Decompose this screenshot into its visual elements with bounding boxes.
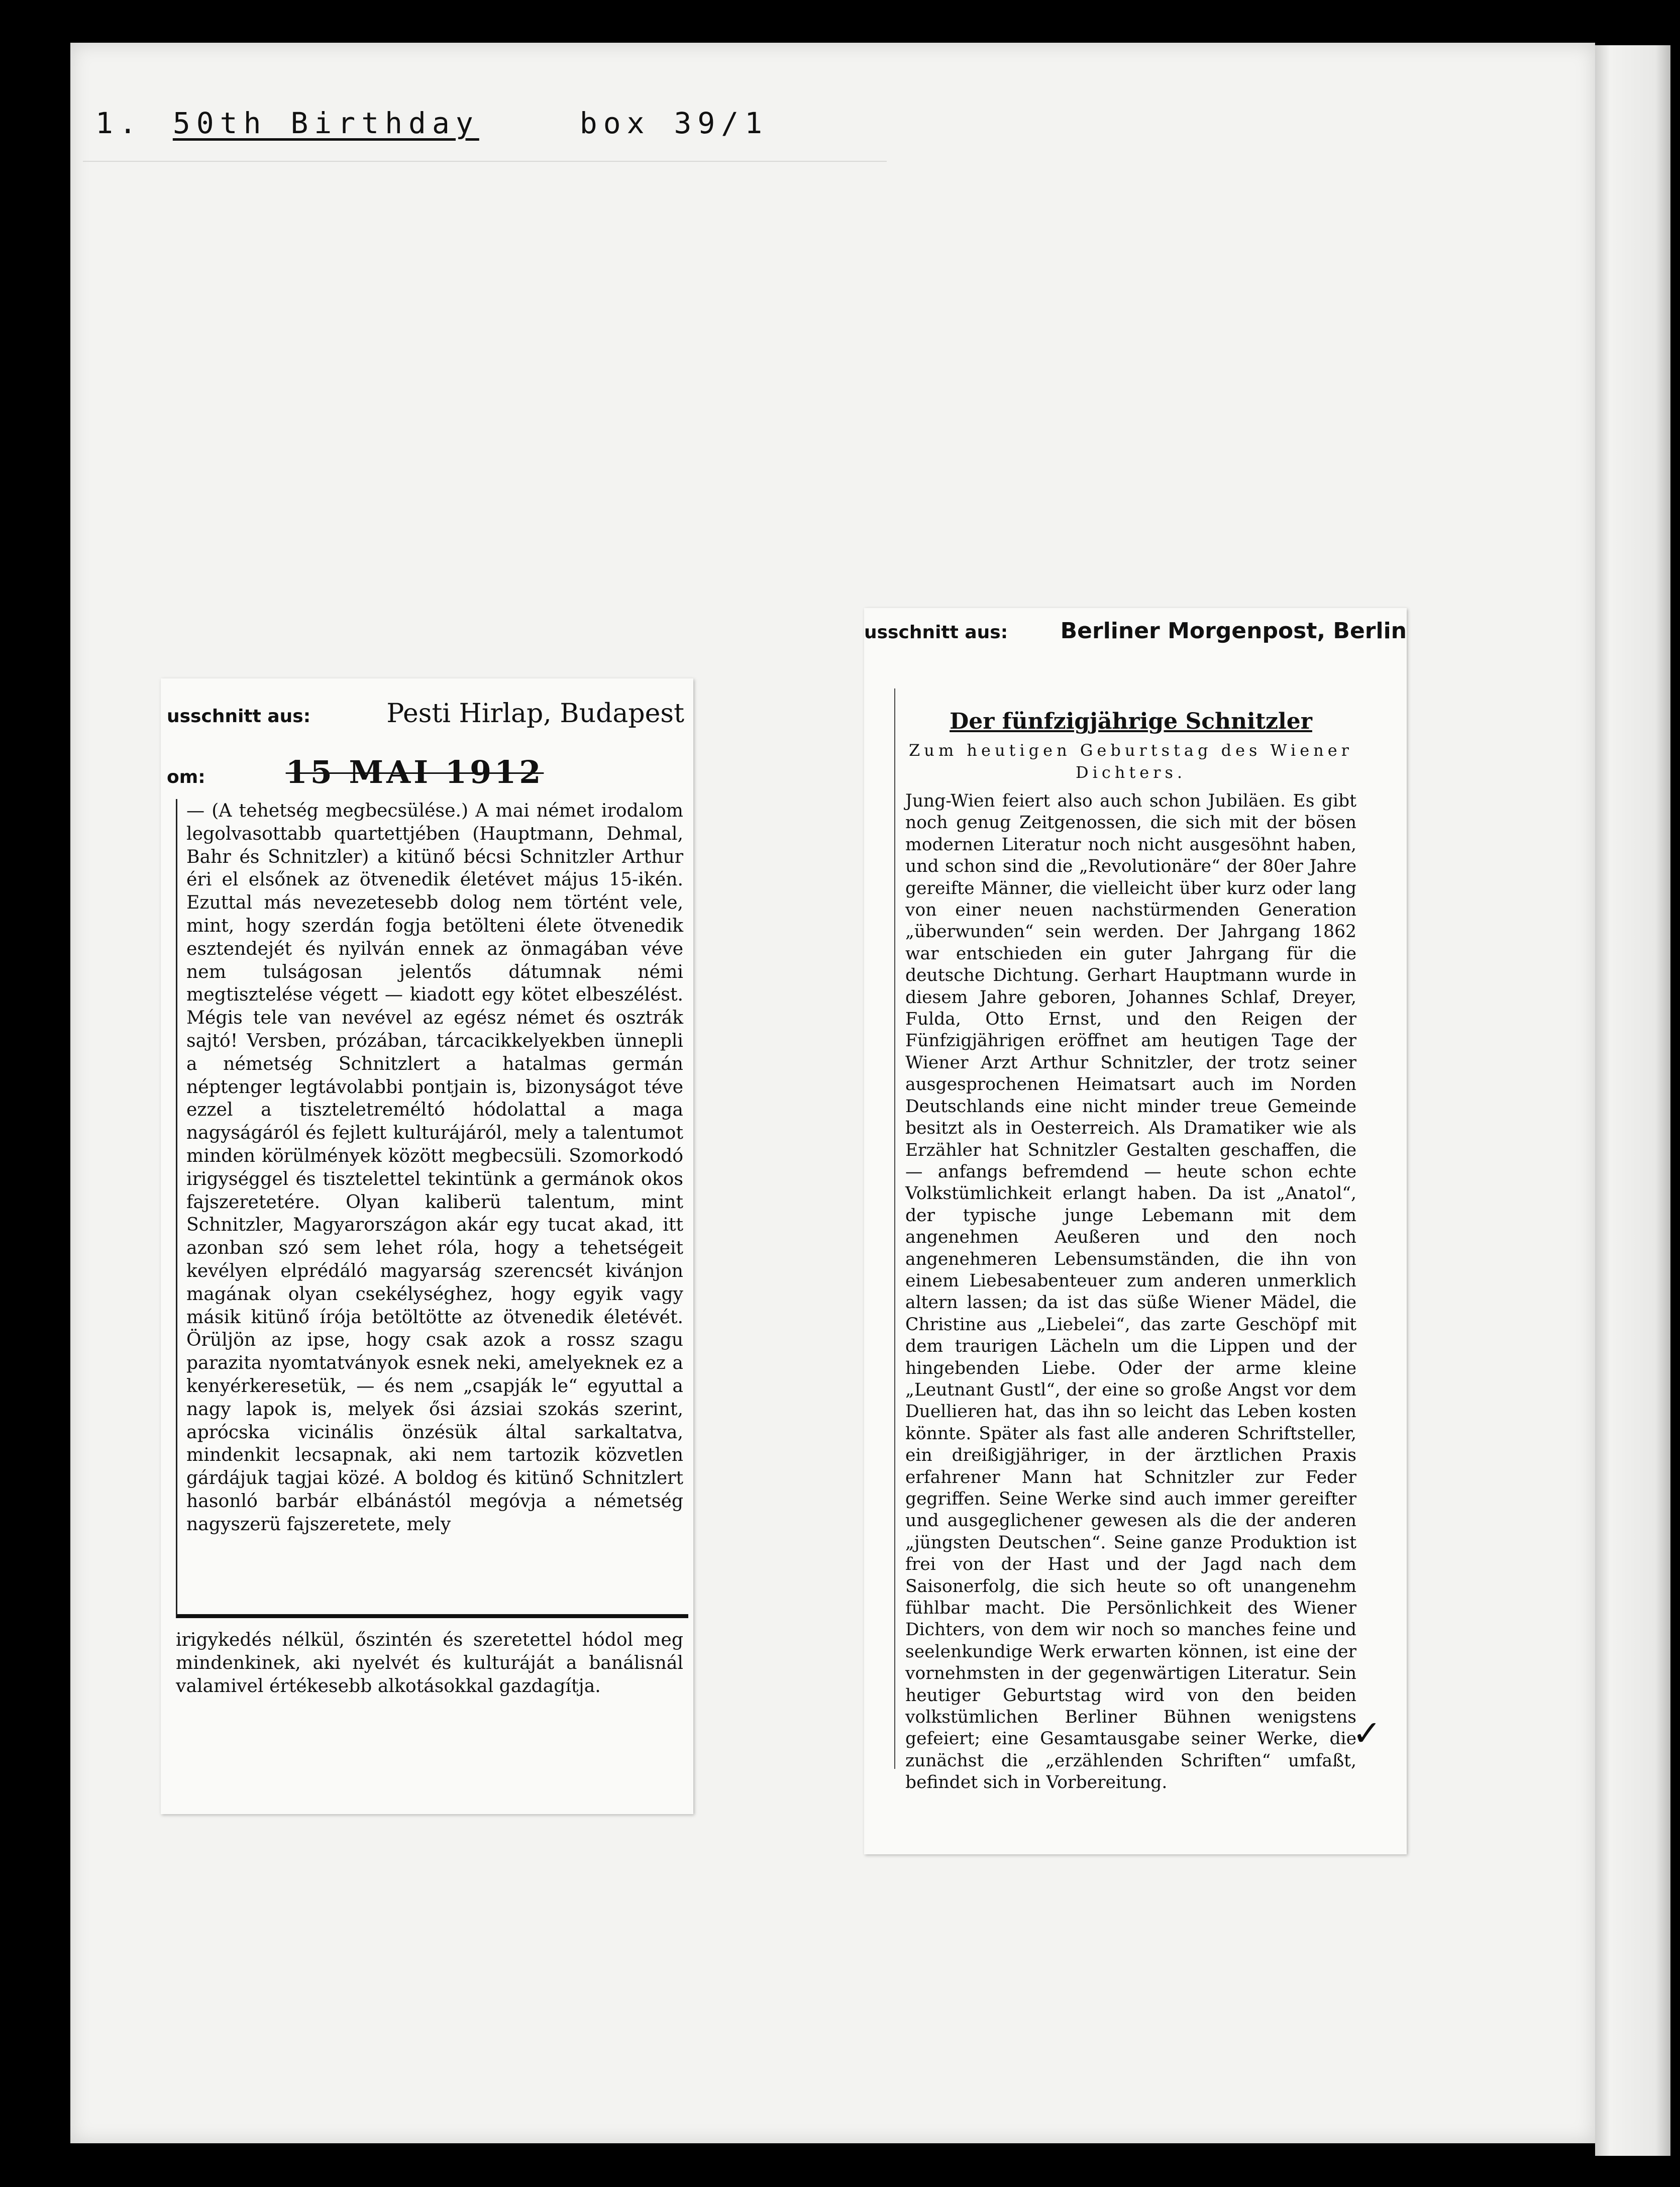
date-stamp: 15 MAI 1912 xyxy=(285,754,544,790)
clipping-berliner-morgenpost xyxy=(864,608,1407,1854)
folder-header xyxy=(95,98,768,148)
clipping-label: usschnitt aus: xyxy=(167,706,311,727)
article-tail: irigykedés nélkül, őszintén és szeretettel hódol meg mindenkinek, aki nyelvét és kulturáját a banálisnál valamivel értékesebb alkotásokkal gazdagítja. xyxy=(176,1629,683,1697)
box-number: box 39/1 xyxy=(579,106,769,140)
folder-title: 50th Birthday xyxy=(172,106,479,140)
article-subhead: Zum heutigen Geburtstag des Wiener Dichters. xyxy=(909,741,1353,782)
folder-number: 1. xyxy=(95,106,143,140)
article-column xyxy=(894,688,1356,1793)
sheet-edge xyxy=(1595,45,1670,2156)
header-divider xyxy=(83,161,887,162)
clipping-source: Pesti Hirlap, Budapest xyxy=(386,699,684,729)
date-label: om: xyxy=(167,767,205,787)
clipping-source-row xyxy=(864,618,1407,644)
article-body: — (A tehetség megbecsülése.) A mai német irodalom legolvasottabb quartettjében (Hauptmann, Dehmal, Bahr és Schnitzler) a kitünő bécsi Schnitzler Arthur éri el elsőnek az ötvenedik életévet május 15-ikén. Ezuttal más nevezetesebb dolog nem történt vele, mint, hogy szerdán fogja betölteni élete ötvenedik esztendejét és nyilván ennek az önmagában véve nem tulságosan jelentős dátumnak némi megtisztelése végett — kiadott egy kötet elbeszélést. Mégis tele van nevével az egész német és osztrák sajtó! Versben, prózában, tárcacikkelyekben ünnepli a németség Schnitzlert a hatalmas germán néptenger legtávolabbi pontjain is, bizonyságot téve ezzel a tiszteletreméltó hódolattal a maga nagyságáról és fejlett kulturájáról, mely a talentumot minden körülmények között megbecsüli. Szomorkodó irigységgel és tisztelettel tekintünk a germánok okos fajszeretetére. Olyan kaliberü talentum, mint Schnitzler, Magyarországon akár egy tucat akad, itt azonban szó sem lehet róla, hogy a tehetségeit kevélyen elprédáló magyarság szerencsét kivánjon magának olyan csekélységhez, hogy egyik vagy másik kitünő írója betöltötte az ötvenedik életévét. Örüljön az ipse, hogy csak azok a rossz szagu parazita nyomtatványok esnek neki, amelyeknek ez a kenyérkeresetük, — és nem „csapják le“ egyuttal a nagy lapok is, melyek ősi ázsiai szokás szerint, aprócska vicinális önzésük által sarkaltatva, mindenkit lecsapnak, aki nem tartozik közvetlen gárdájuk tagjai közé. A boldog és kitünő Schnitzlert hasonló barbár elbánástól megóvja a németség nagyszerü fajszeretete, mely xyxy=(176,799,688,1618)
clipping-label: usschnitt aus: xyxy=(864,622,1008,643)
clipping-date-row xyxy=(167,754,544,790)
article-headline: Der fünfzigjährige Schnitzler xyxy=(950,709,1312,734)
clipping-source: Berliner Morgenpost, Berlin xyxy=(1060,618,1407,644)
clipping-pesti-hirlap xyxy=(161,678,693,1814)
article-body: Jung-Wien feiert also auch schon Jubiläen. Es gibt noch genug Zeitgenossen, die sich mit der bösen modernen Literatur noch nicht ausgesöhnt haben, und schon sind die „Revolutionäre“ der 80er Jahre gereifte Männer, die vielleicht über kurz oder lang von einer neuen nachstürmenden Generation „überwunden“ sein werden. Der Jahrgang 1862 war entschieden ein guter Jahrgang für die deutsche Dichtung. Gerhart Hauptmann wurde in diesem Jahre geboren, Johannes Schlaf, Dreyer, Fulda, Otto Ernst, und den Reigen der Fünfzigjährigen eröffnet am heutigen Tage der Wiener Arzt Arthur Schnitzler, der trotz seiner ausgesprochenen Heimatsart auch im Norden Deutschlands eine nicht minder treue Gemeinde besitzt als in Oesterreich. Als Dramatiker wie als Erzähler hat Schnitzler Gestalten geschaffen, die — anfangs befremdend — heute schon echte Volkstümlichkeit erlangt haben. Da ist „Anatol“, der typische junge Lebemann mit dem angenehmen Aeußeren und den noch angenehmeren Lebensumständen, die ihn von einem Liebesabenteuer zum anderen unmerklich altern lassen; da ist das süße Wiener Mädel, die Christine aus „Liebelei“, das zarte Geschöpf mit dem traurigen Lächeln um die Lippen und der hingebenden Liebe. Oder der arme kleine „Leutnant Gustl“, der eine so große Angst vor dem Duellieren hat, das ihn so leicht das Leben kosten könnte. Später als fast alle anderen Schriftsteller, ein dreißigjähriger, in der ärztlichen Praxis erfahrener Mann hat Schnitzler zur Feder gegriffen. Seine Werke sind auch immer gereifter und ausgeglichener gewesen als die der anderen „jüngsten Deutschen“. Seine ganze Produktion ist frei von der Hast und der Jagd nach dem Saisonerfolg, die sich heute so oft unangenehm fühlbar macht. Die Persönlichkeit des Wiener Dichters, von dem wir noch so manches feine und seelenkundige Werk erwarten können, ist eine der vornehmsten in der gegenwärtigen Literatur. Sein heutiger Geburtstag wird von den beiden volkstümlichen Berliner Bühnen wenigstens gefeiert; eine Gesamtausgabe seiner Werke, die zunächst die „erzählenden Schriften“ umfaßt, befindet sich in Vorbereitung. xyxy=(905,791,1356,1793)
check-mark: ✓ xyxy=(1352,1713,1382,1754)
clipping-source-row xyxy=(167,699,689,729)
